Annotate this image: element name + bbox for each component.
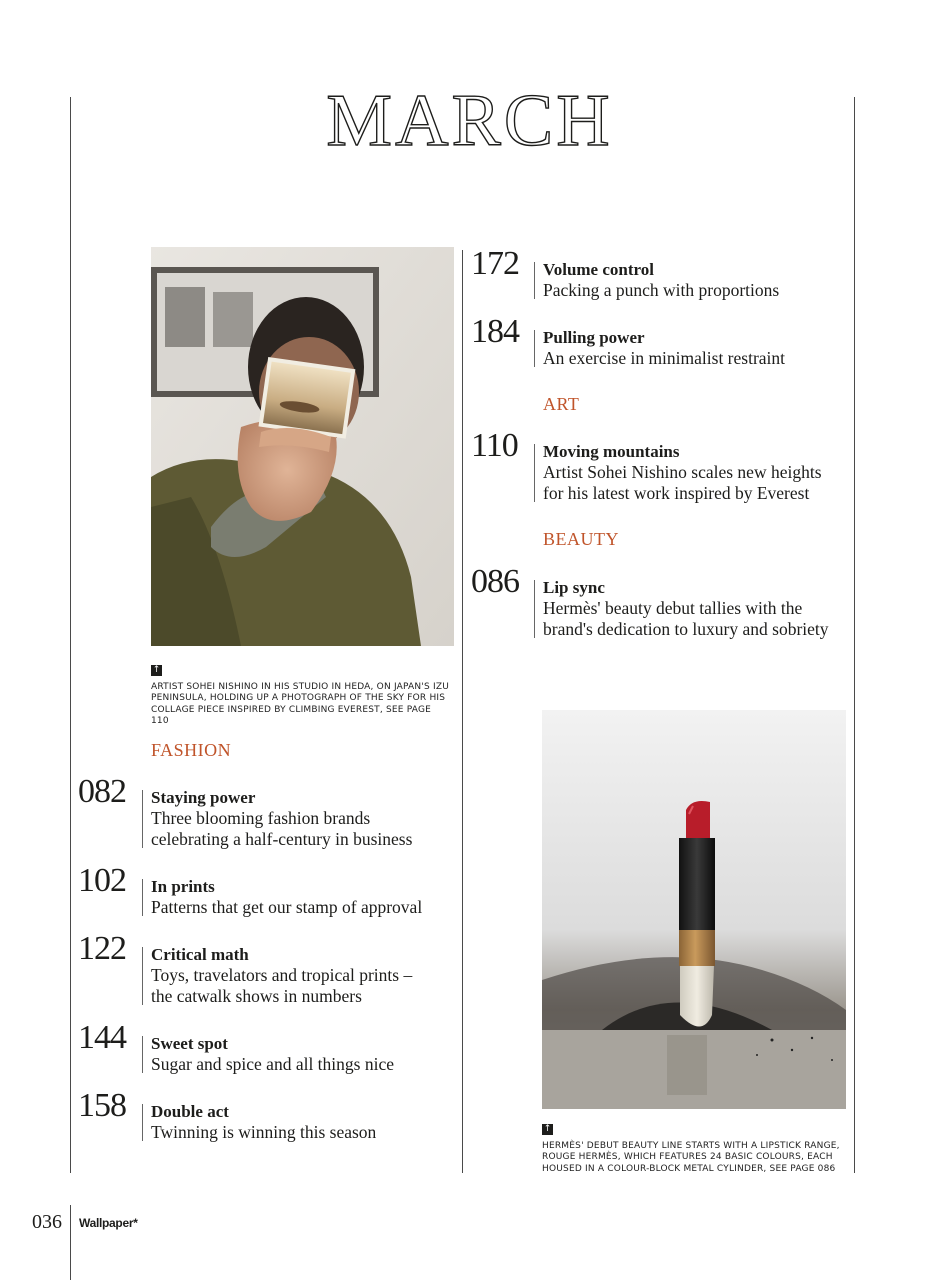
- entry-title: Staying power: [151, 788, 256, 807]
- page-number: 122: [78, 930, 126, 967]
- entry-description-line-1: An exercise in minimalist restraint: [543, 348, 786, 368]
- entry-divider: [142, 879, 143, 916]
- page-number: 102: [78, 862, 126, 899]
- entry-description-line-2: for his latest work inspired by Everest: [543, 483, 810, 503]
- page-number: 082: [78, 773, 126, 810]
- page-number: 184: [471, 313, 519, 350]
- entry-title: Moving mountains: [543, 442, 680, 461]
- entry-title: Sweet spot: [151, 1034, 228, 1053]
- page-number: 158: [78, 1087, 126, 1124]
- section-heading-art: ART: [543, 394, 580, 414]
- page-number: 172: [471, 245, 519, 282]
- page-title: MARCH: [326, 80, 613, 162]
- page-number: 144: [78, 1019, 126, 1056]
- entry-description-line-1: Twinning is winning this season: [151, 1122, 377, 1142]
- entry-title: Double act: [151, 1102, 229, 1121]
- page-number: 086: [471, 563, 519, 600]
- artist-photo-caption: ARTIST SOHEI NISHINO IN HIS STUDIO IN HEDA, ON JAPAN'S IZU PENINSULA, HOLDING UP A PHOTOGRAPH OF THE SKY FOR HIS COLLAGE PIECE INSPIRED BY CLIMBING EVEREST, SEE PAGE 110: [151, 682, 449, 727]
- left-column-rule: [70, 97, 71, 1173]
- entry-divider: [534, 262, 535, 299]
- entry-title: Critical math: [151, 945, 249, 964]
- entry-description-line-1: Patterns that get our stamp of approval: [151, 897, 423, 917]
- page-number: 110: [471, 427, 518, 464]
- entry-divider: [534, 580, 535, 638]
- entry-description-line-2: the catwalk shows in numbers: [151, 986, 362, 1006]
- entry-description-line-1: Sugar and spice and all things nice: [151, 1054, 394, 1074]
- center-column-rule: [462, 250, 463, 1173]
- entry-description-line-1: Toys, travelators and tropical prints –: [151, 965, 413, 985]
- folio-page-number: 036: [32, 1211, 62, 1233]
- entry-divider: [142, 947, 143, 1005]
- entry-title: In prints: [151, 877, 215, 896]
- entry-description-line-1: Hermès' beauty debut tallies with the: [543, 598, 803, 618]
- lipstick-photo: [542, 710, 846, 1109]
- entry-divider: [534, 444, 535, 502]
- entry-divider: [142, 1036, 143, 1073]
- entry-divider: [142, 1104, 143, 1141]
- entry-title: Pulling power: [543, 328, 645, 347]
- entry-divider: [534, 330, 535, 367]
- arrow-up-icon: ↑: [152, 665, 161, 675]
- entry-description-line-1: Three blooming fashion brands: [151, 808, 371, 828]
- entry-description-line-1: Packing a punch with proportions: [543, 280, 780, 300]
- entry-title: Lip sync: [543, 578, 605, 597]
- magazine-name: Wallpaper*: [79, 1216, 138, 1230]
- right-column-rule: [854, 97, 855, 1173]
- lipstick-photo-caption: HERMÈS' DEBUT BEAUTY LINE STARTS WITH A LIPSTICK RANGE, ROUGE HERMÈS, WHICH FEATURES 24 BASIC COLOURS, EACH HOUSED IN A COLOUR-BLOCK METAL CYLINDER, SEE PAGE 086: [542, 1141, 840, 1174]
- footer-rule: [70, 1205, 71, 1280]
- section-heading-fashion: FASHION: [151, 740, 232, 760]
- artist-photo: [151, 247, 454, 646]
- entry-description-line-1: Artist Sohei Nishino scales new heights: [543, 462, 822, 482]
- entry-title: Volume control: [543, 260, 654, 279]
- entry-description-line-2: brand's dedication to luxury and sobriety: [543, 619, 829, 639]
- arrow-up-icon: ↑: [543, 1124, 552, 1134]
- entry-divider: [142, 790, 143, 848]
- section-heading-beauty: BEAUTY: [543, 529, 619, 549]
- entry-description-line-2: celebrating a half-century in business: [151, 829, 413, 849]
